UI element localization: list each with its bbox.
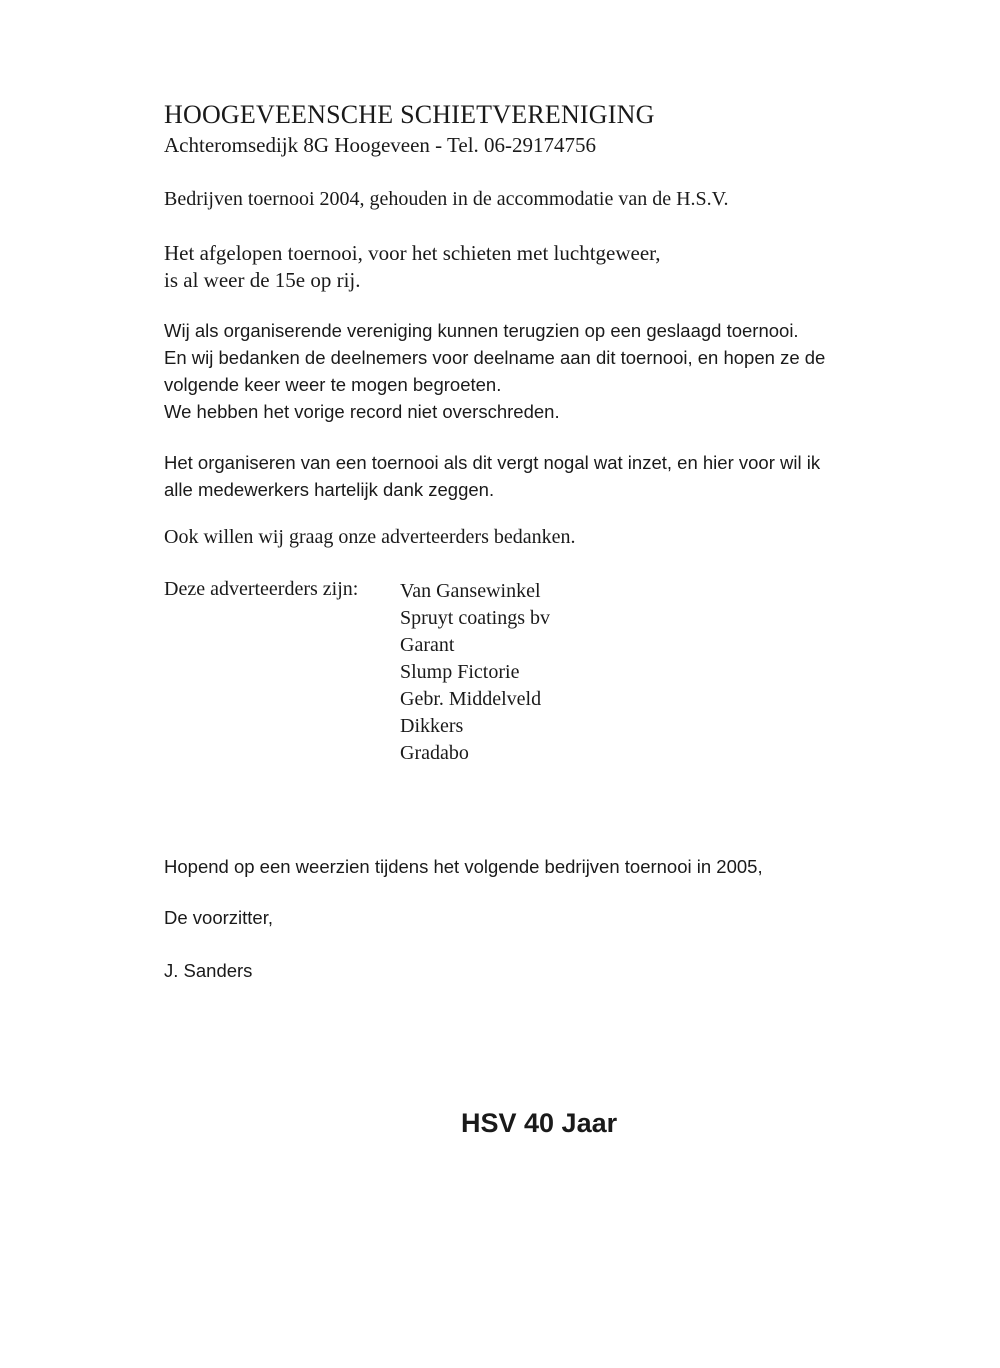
intro-line: Bedrijven toernooi 2004, gehouden in de accommodatie van de H.S.V.	[164, 188, 729, 210]
paragraph-line: is al weer de 15e op rij.	[164, 268, 361, 292]
advertisers-list	[400, 578, 550, 767]
paragraph-line: Het organiseren van een toernooi als dit vergt nogal wat inzet, en hier voor wil ik	[164, 452, 821, 473]
paragraph-organizers	[164, 449, 820, 503]
advertiser-item: Spruyt coatings bv	[400, 607, 550, 629]
paragraph-line: En wij bedanken de deelnemers voor deelname aan dit toernooi, en hopen ze de	[164, 347, 826, 368]
organization-name: HOOGEVEENSCHE SCHIETVERENIGING	[164, 100, 655, 129]
chair-title: De voorzitter,	[164, 907, 273, 928]
anniversary-heading: HSV 40 Jaar	[461, 1108, 618, 1138]
advertiser-item: Garant	[400, 634, 455, 656]
advertiser-item: Dikkers	[400, 715, 464, 737]
advertiser-item: Gebr. Middelveld	[400, 688, 542, 710]
paragraph-line: Wij als organiserende vereniging kunnen terugzien op een geslaagd toernooi.	[164, 320, 799, 341]
advertiser-item: Van Gansewinkel	[400, 580, 541, 602]
paragraph-review	[164, 317, 825, 425]
paragraph-line: We hebben het vorige record niet overschreden.	[164, 401, 560, 422]
paragraph-line: Het afgelopen toernooi, voor het schieten met luchtgeweer,	[164, 241, 661, 265]
advertiser-item: Gradabo	[400, 742, 469, 764]
organization-address: Achteromsedijk 8G Hoogeveen - Tel. 06-29174756	[164, 133, 597, 157]
advertiser-item: Slump Fictorie	[400, 661, 520, 683]
paragraph-line: volgende keer weer te mogen begroeten.	[164, 374, 502, 395]
advertisers-thanks: Ook willen wij graag onze adverteerders bedanken.	[164, 526, 576, 548]
signature-name: J. Sanders	[164, 960, 253, 981]
paragraph-tournament	[164, 240, 661, 294]
advertisers-label: Deze adverteerders zijn:	[164, 578, 359, 600]
paragraph-line: alle medewerkers hartelijk dank zeggen.	[164, 479, 495, 500]
closing-line: Hopend op een weerzien tijdens het volgende bedrijven toernooi in 2005,	[164, 856, 763, 877]
